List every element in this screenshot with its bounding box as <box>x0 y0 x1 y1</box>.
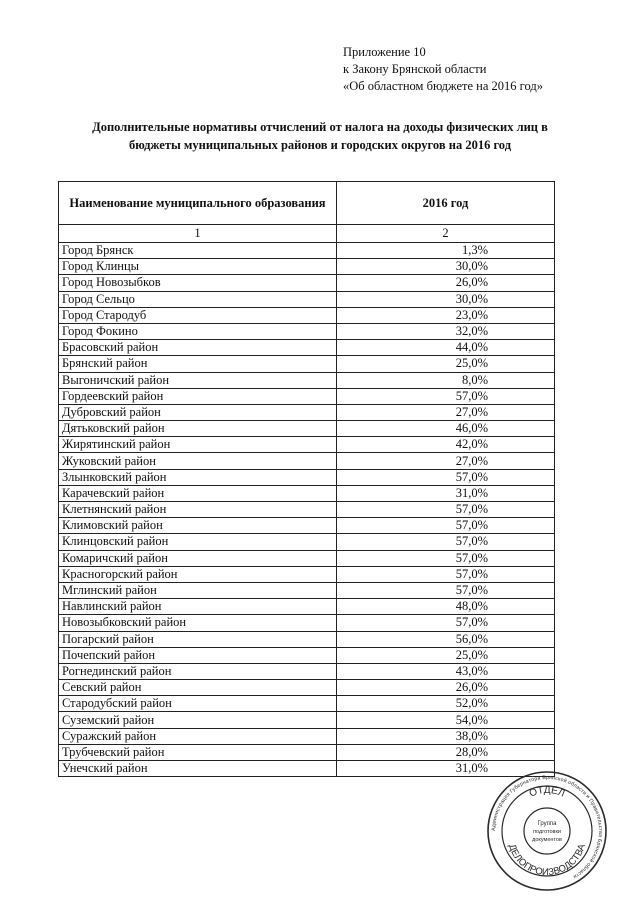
table-row <box>59 437 555 453</box>
municipality-name: Почепский район <box>59 647 337 663</box>
municipality-name: Новозыбковский район <box>59 615 337 631</box>
column-number-2: 2 <box>337 225 555 243</box>
standard-value: 57,0% <box>337 582 555 598</box>
table-row <box>59 566 555 582</box>
municipality-name: Жуковский район <box>59 453 337 469</box>
stamp-center-line-2: подготовки <box>533 829 561 835</box>
table-row <box>59 680 555 696</box>
standard-value: 57,0% <box>337 518 555 534</box>
municipality-name: Брянский район <box>59 356 337 372</box>
standard-value: 57,0% <box>337 388 555 404</box>
standard-value: 54,0% <box>337 712 555 728</box>
appendix-block <box>343 44 543 95</box>
municipality-name: Навлинский район <box>59 599 337 615</box>
stamp-center-line-1: Группа <box>537 821 557 827</box>
table-row <box>59 728 555 744</box>
table-row <box>59 453 555 469</box>
table-row <box>59 485 555 501</box>
municipality-name: Клинцовский район <box>59 534 337 550</box>
municipality-name: Выгоничский район <box>59 372 337 388</box>
municipality-name: Дубровский район <box>59 404 337 420</box>
standard-value: 25,0% <box>337 647 555 663</box>
table-row <box>59 582 555 598</box>
municipality-name: Погарский район <box>59 631 337 647</box>
header-municipality: Наименование муниципального образования <box>59 182 337 225</box>
municipality-name: Город Брянск <box>59 243 337 259</box>
municipality-name: Рогнединский район <box>59 663 337 679</box>
table-row <box>59 388 555 404</box>
standard-value: 52,0% <box>337 696 555 712</box>
standard-value: 28,0% <box>337 744 555 760</box>
table-row <box>59 712 555 728</box>
municipality-name: Унечский район <box>59 761 337 777</box>
table-row <box>59 404 555 420</box>
standard-value: 26,0% <box>337 680 555 696</box>
municipality-name: Город Новозыбков <box>59 275 337 291</box>
office-stamp <box>486 770 608 892</box>
standard-value: 30,0% <box>337 291 555 307</box>
header-year: 2016 год <box>337 182 555 225</box>
municipality-name: Климовский район <box>59 518 337 534</box>
stamp-ring-text: Администрация Губернатора Брянской области и Правительства Брянской области <box>490 774 604 880</box>
standard-value: 27,0% <box>337 453 555 469</box>
table-row <box>59 323 555 339</box>
document-title-line-2: бюджеты муниципальных районов и городских округов на 2016 год <box>128 138 512 152</box>
stamp-bottom-text: ДЕЛОПРОИЗВОДСТВА <box>506 842 588 879</box>
table-row <box>59 291 555 307</box>
table-row <box>59 663 555 679</box>
table-row <box>59 647 555 663</box>
standard-value: 30,0% <box>337 259 555 275</box>
column-number-1: 1 <box>59 225 337 243</box>
municipality-name: Жирятинский район <box>59 437 337 453</box>
municipality-name: Суземский район <box>59 712 337 728</box>
stamp-top-text: ОТДЕЛ <box>527 784 567 800</box>
table-body <box>59 243 555 777</box>
standard-value: 25,0% <box>337 356 555 372</box>
standard-value: 43,0% <box>337 663 555 679</box>
standard-value: 42,0% <box>337 437 555 453</box>
table-row <box>59 243 555 259</box>
standard-value: 31,0% <box>337 485 555 501</box>
standard-value: 8,0% <box>337 372 555 388</box>
municipality-name: Город Стародуб <box>59 307 337 323</box>
municipality-name: Севский район <box>59 680 337 696</box>
table-row <box>59 761 555 777</box>
municipality-name: Город Клинцы <box>59 259 337 275</box>
municipality-name: Город Фокино <box>59 323 337 339</box>
municipality-name: Брасовский район <box>59 340 337 356</box>
municipality-name: Город Сельцо <box>59 291 337 307</box>
stamp-center-line-3: документов <box>532 837 562 843</box>
standard-value: 31,0% <box>337 761 555 777</box>
municipality-name: Злынковский район <box>59 469 337 485</box>
table-row <box>59 356 555 372</box>
table-row <box>59 518 555 534</box>
municipality-name: Суражский район <box>59 728 337 744</box>
standard-value: 32,0% <box>337 323 555 339</box>
table-row <box>59 599 555 615</box>
standard-value: 38,0% <box>337 728 555 744</box>
document-title <box>40 118 600 154</box>
table-row <box>59 372 555 388</box>
standards-table <box>58 181 555 777</box>
table-row <box>59 615 555 631</box>
table-row <box>59 534 555 550</box>
standard-value: 23,0% <box>337 307 555 323</box>
standard-value: 44,0% <box>337 340 555 356</box>
municipality-name: Карачевский район <box>59 485 337 501</box>
standard-value: 57,0% <box>337 566 555 582</box>
table-row <box>59 696 555 712</box>
table-row <box>59 550 555 566</box>
document-title-line-1: Дополнительные нормативы отчислений от налога на доходы физических лиц в <box>92 120 548 134</box>
appendix-line-1: Приложение 10 <box>343 45 426 59</box>
table-row <box>59 259 555 275</box>
table-row <box>59 744 555 760</box>
municipality-name: Стародубский район <box>59 696 337 712</box>
municipality-name: Комаричский район <box>59 550 337 566</box>
standard-value: 57,0% <box>337 502 555 518</box>
column-number-row <box>59 225 555 243</box>
standard-value: 26,0% <box>337 275 555 291</box>
municipality-name: Трубчевский район <box>59 744 337 760</box>
standard-value: 57,0% <box>337 469 555 485</box>
table-row <box>59 275 555 291</box>
municipality-name: Клетнянский район <box>59 502 337 518</box>
standard-value: 57,0% <box>337 615 555 631</box>
table-row <box>59 340 555 356</box>
standard-value: 48,0% <box>337 599 555 615</box>
table-row <box>59 421 555 437</box>
appendix-line-3: «Об областном бюджете на 2016 год» <box>343 79 543 93</box>
table-row <box>59 307 555 323</box>
municipality-name: Красногорский район <box>59 566 337 582</box>
table-header-row <box>59 182 555 225</box>
appendix-line-2: к Закону Брянской области <box>343 62 487 76</box>
standard-value: 57,0% <box>337 550 555 566</box>
municipality-name: Дятьковский район <box>59 421 337 437</box>
municipality-name: Гордеевский район <box>59 388 337 404</box>
standard-value: 56,0% <box>337 631 555 647</box>
standard-value: 27,0% <box>337 404 555 420</box>
standard-value: 57,0% <box>337 534 555 550</box>
table-row <box>59 631 555 647</box>
standard-value: 46,0% <box>337 421 555 437</box>
municipality-name: Мглинский район <box>59 582 337 598</box>
table-row <box>59 469 555 485</box>
standard-value: 1,3% <box>337 243 555 259</box>
table-row <box>59 502 555 518</box>
